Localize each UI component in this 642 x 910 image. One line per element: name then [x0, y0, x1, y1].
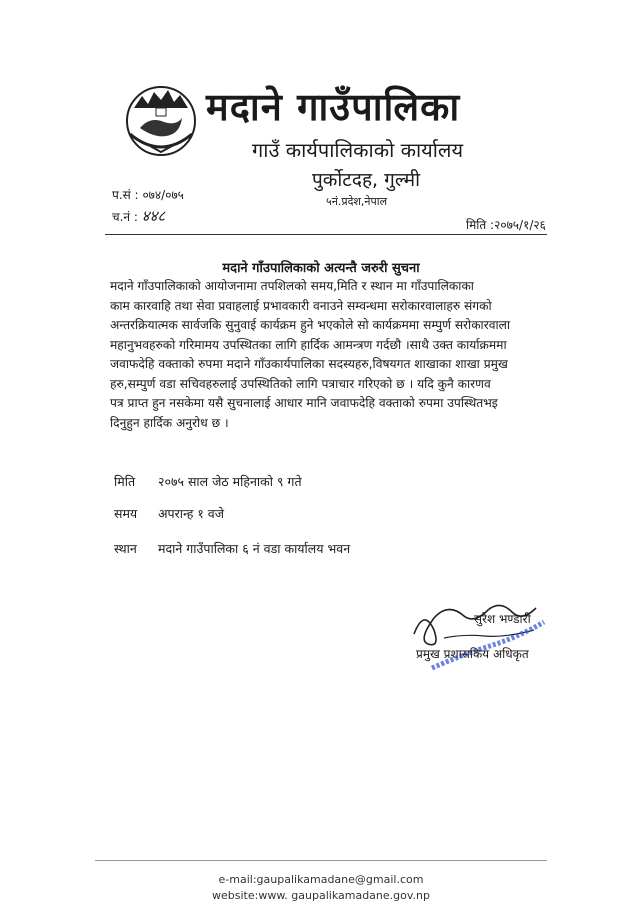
event-place-row [114, 540, 350, 557]
dispatch-number-value: ४४८ [141, 207, 166, 225]
signature-mark [404, 594, 554, 680]
event-date-label: मिति [114, 474, 136, 489]
signatory-name: सुरेश भण्डारी [474, 612, 531, 626]
footer-divider [95, 860, 547, 861]
notice-line: दिनुहुन हार्दिक अनुरोध छ । [110, 415, 229, 430]
event-time-value: अपरान्ह १ वजे [157, 506, 225, 521]
event-date-value: २०७५ साल जेठ महिनाको ९ गते [157, 474, 302, 489]
letter-number-label: प.सं : [112, 188, 139, 202]
event-date-row [114, 473, 302, 490]
notice-line: जवाफदेहि वक्ताको रुपमा मदाने गाँउकार्यपालिका सदस्यहरु,विषयगत शाखाका शाखा प्रमुख [110, 357, 508, 371]
notice-line: मदाने गाँउपालिकाको आयोजनामा तपशिलको समय,मिति र स्थान मा गाँउपालिकाका [110, 279, 474, 293]
nepal-emblem-logo [120, 78, 202, 160]
event-place-label: स्थान [114, 541, 137, 556]
office-location: पुर्कोटदह, गुल्मी [312, 169, 421, 191]
notice-line: हरु,सम्पुर्ण वडा सचिवहरुलाई उपस्थितिको लागि पत्राचार गरिएको छ । यदि कुनै कारणव [110, 376, 491, 391]
notice-line: पत्र प्राप्त हुन नसकेमा यसै सुचनालाई आधार मानि जवाफदेहि वक्ताको रुपमा उपस्थितभइ [110, 396, 498, 410]
dispatch-number-label: च.नं : [112, 210, 138, 224]
notice-line: अन्तरक्रियात्मक सार्वजकि सुनुवाई कार्यक्रम हुने भएकोले सो कार्यक्रममा सम्पुर्ण सरोकारवाला [110, 318, 511, 332]
issue-date: मिति :२०७५/१/२६ [466, 218, 546, 232]
header-divider [105, 234, 547, 235]
signatory-designation: प्रमुख प्रशासकिय अधिकृत [416, 647, 529, 661]
event-place-value: मदाने गाउँपालिका ६ नं वडा कार्यालय भवन [157, 541, 351, 556]
footer-email: e-mail:gaupalikamadane@gmail.com [218, 873, 424, 886]
office-name: गाउँ कार्यपालिकाको कार्यालय [252, 138, 464, 162]
notice-body [110, 277, 546, 433]
notice-line: महानुभवहरुको गरिमामय उपस्थितका लागि हार्दिक आमन्त्रण गर्दछौ ।साथै उक्त कार्याक्रममा [110, 337, 507, 352]
event-time-label: समय [114, 506, 138, 521]
notice-line: काम कारवाहि तथा सेवा प्रवाहलाई प्रभावकारी वनाउने सम्वन्धमा सरोकारवालाहरु संगको [110, 298, 492, 313]
footer-website: website:www. gaupalikamadane.gov.np [212, 889, 430, 902]
municipality-title: मदाने गाउँपालिका [206, 85, 461, 129]
province-label: ५नं.प्रदेश,नेपाल [326, 195, 388, 208]
letter-number [112, 186, 184, 203]
letter-number-value: ०७४/०७५ [142, 188, 184, 202]
dispatch-number [112, 206, 165, 226]
event-time-row [114, 505, 224, 522]
notice-heading: मदाने गाँउपालिकाको अत्यन्तै जरुरी सुचना [222, 261, 420, 276]
